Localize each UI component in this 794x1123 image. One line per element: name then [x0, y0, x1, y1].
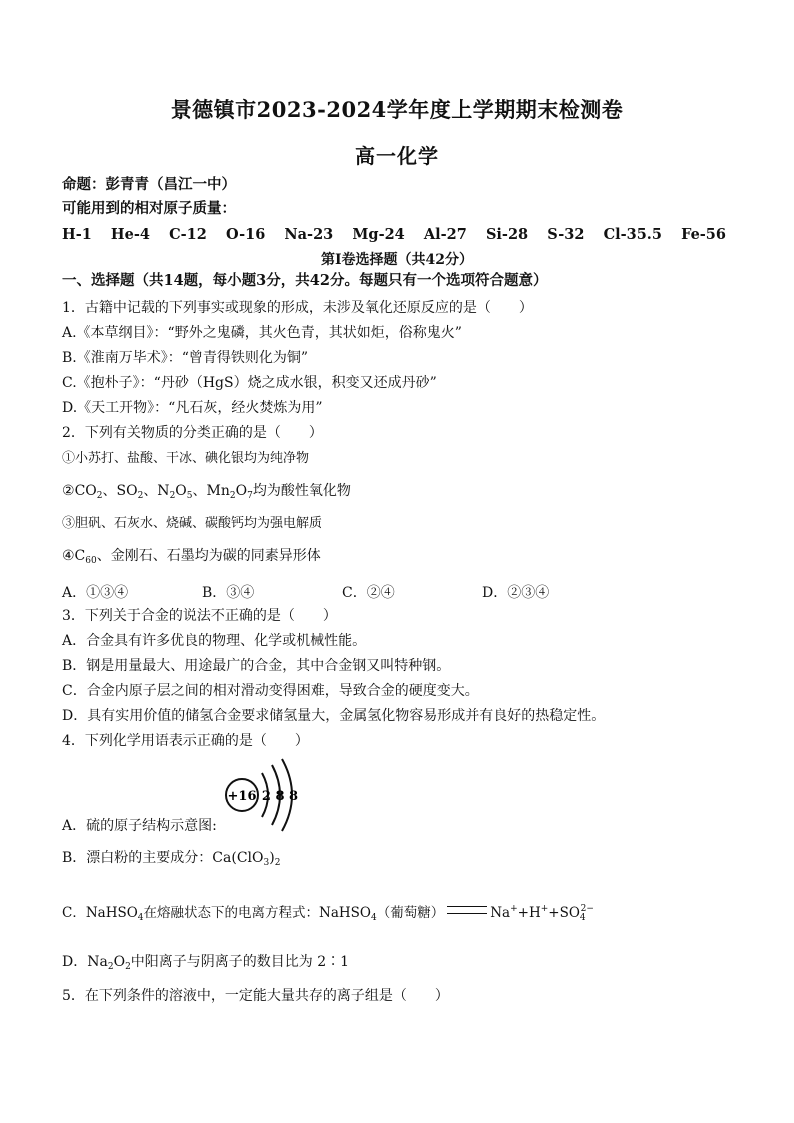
- atomic-masses: [62, 226, 726, 243]
- shell-electron-counts: 2 8 8: [261, 789, 299, 804]
- mass-item: Si-28: [485, 226, 529, 243]
- q4-option-b: B．漂白粉的主要成分：$Ca(ClO_3)_2$: [62, 850, 281, 868]
- q4-c-mid: 在熔融状态下的电离方程式：: [143, 905, 320, 921]
- q4-option-a: A．硫的原子结构示意图:: [62, 818, 217, 834]
- q2-s2-prefix: ②: [62, 483, 75, 499]
- mass-item: O-16: [225, 226, 266, 243]
- section-title: 第Ⅰ卷选择题（共42分）: [320, 252, 474, 268]
- equals-sign: [447, 906, 487, 914]
- mass-item: S-32: [547, 226, 585, 243]
- mass-item: He-4: [110, 226, 150, 243]
- q2-s4-suffix: 、金刚石、石墨均为碳的同素异形体: [96, 548, 321, 564]
- q3-option-a: A．合金具有许多优良的物理、化学或机械性能。: [62, 633, 367, 649]
- author-line: 命题：彭青青（昌江一中）: [62, 176, 236, 193]
- exam-title: 景德镇市2023-2024学年度上学期期末检测卷: [170, 97, 624, 122]
- q1-option-d: D.《天工开物》：“凡石灰，经火焚炼为用”: [62, 400, 323, 416]
- q2-answer-c: C．②④: [342, 585, 395, 601]
- q2-answer-b: B．③④: [202, 585, 255, 601]
- q3-option-c: C．合金内原子层之间的相对滑动变得困难，导致合金的硬度变大。: [62, 683, 479, 699]
- mass-item: Al-27: [423, 226, 467, 243]
- nucleus-charge: +16: [227, 789, 257, 804]
- exam-subject: 高一化学: [355, 144, 439, 168]
- sulfur-atom-diagram: [222, 757, 312, 837]
- q1-stem: 1．古籍中记载的下列事实或现象的形成，未涉及氧化还原反应的是（ ）: [62, 300, 533, 316]
- q2-s2-suffix: 均为酸性氧化物: [252, 483, 351, 499]
- q2-s4-prefix: ④C: [62, 548, 86, 564]
- mass-item: C-12: [169, 226, 207, 243]
- q2-statement-2: $②CO_2$、$SO_2$、$N_2O_5$、$Mn_2O_7$均为酸性氧化物: [62, 483, 351, 501]
- q2-statement-1: ①小苏打、盐酸、干冰、碘化银均为纯净物: [62, 451, 310, 466]
- mass-item: H-1: [62, 226, 92, 243]
- q2-answer-d: D．②③④: [482, 585, 550, 601]
- q1-option-b: B.《淮南万毕术》：“曾青得铁则化为铜”: [62, 350, 309, 366]
- mass-item: Mg-24: [352, 226, 405, 243]
- q4-option-d: D．$Na_2O_2$中阳离子与阴离子的数目比为 2∶1: [62, 954, 350, 972]
- q4-option-c: C．NaHSO$_4$在熔融状态下的电离方程式：NaHSO$_4$（葡萄糖） $Na^++H^++SO_4^{2-}$: [62, 904, 594, 923]
- q3-option-d: D．具有实用价值的储氢合金要求储氢量大，金属氢化物容易形成并有良好的热稳定性。: [62, 708, 606, 724]
- q2-statement-3: ③胆矾、石灰水、烧碱、碳酸钙均为强电解质: [62, 516, 323, 531]
- q2-stem: 2．下列有关物质的分类正确的是（ ）: [62, 425, 323, 441]
- mass-item: Cl-35.5: [603, 226, 662, 243]
- q4-stem: 4．下列化学用语表示正确的是（ ）: [62, 733, 309, 749]
- q4-c-label: C．: [62, 905, 86, 921]
- q4-b-label: B．漂白粉的主要成分：: [62, 850, 213, 866]
- q4-d-suffix: 中阳离子与阴离子的数目比为 2∶1: [130, 954, 350, 970]
- q2-s4-sub: 60: [85, 556, 97, 566]
- mass-item: Na-23: [284, 226, 334, 243]
- q2-statement-4: [62, 547, 321, 570]
- q2-answer-a: A．①③④: [62, 585, 129, 601]
- masses-label: 可能用到的相对原子质量：: [62, 200, 236, 217]
- q4-c-note: （葡萄糖）: [376, 905, 445, 921]
- q1-option-a: A.《本草纲目》：“野外之鬼磷，其火色青，其状如炬，俗称鬼火”: [62, 325, 462, 341]
- section-instruction: 一、选择题（共14题，每小题3分，共42分。每题只有一个选项符合题意）: [62, 272, 548, 289]
- q3-stem: 3．下列关于合金的说法不正确的是（ ）: [62, 608, 337, 624]
- mass-item: Fe-56: [681, 226, 726, 243]
- q1-option-c: C.《抱朴子》：“丹砂（HgS）烧之成水银，积变又还成丹砂”: [62, 375, 437, 391]
- q4-d-label: D．: [62, 954, 88, 970]
- q5-stem: 5．在下列条件的溶液中，一定能大量共存的离子组是（ ）: [62, 988, 449, 1004]
- q3-option-b: B．钢是用量最大、用途最广的合金，其中合金钢又叫特种钢。: [62, 658, 451, 674]
